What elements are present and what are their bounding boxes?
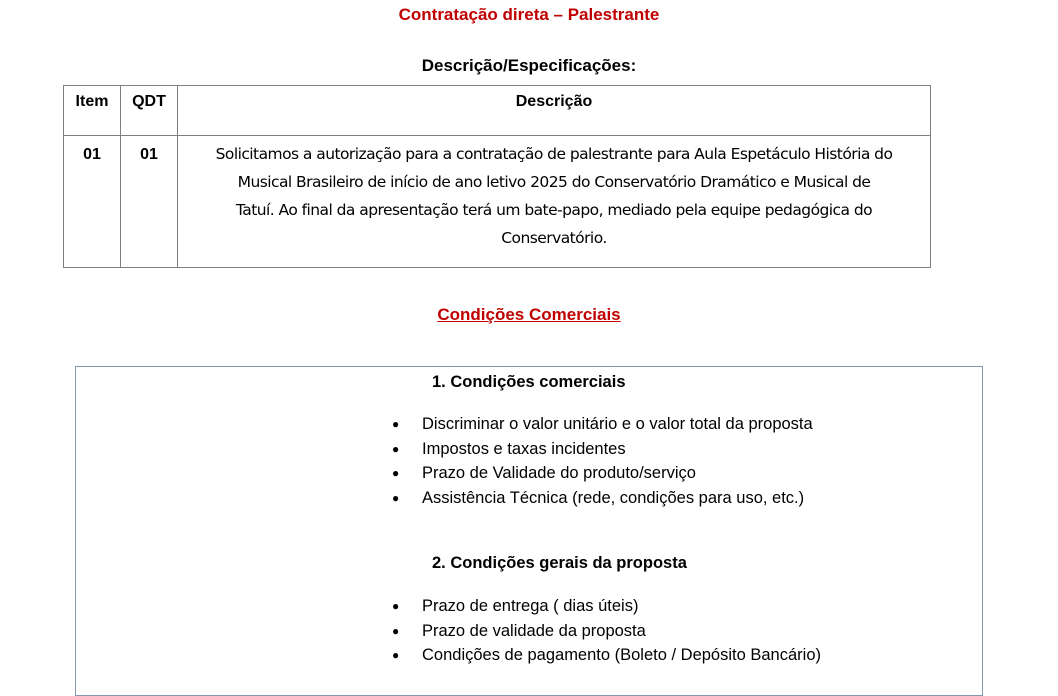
header-item: Item — [64, 86, 121, 136]
description-line: Conservatório. — [501, 229, 607, 247]
list-item-text: Discriminar o valor unitário e o valor total da proposta — [422, 415, 813, 433]
bullet-icon: ● — [392, 599, 400, 613]
list-item-text: Impostos e taxas incidentes — [422, 439, 626, 458]
bullet-icon: ● — [392, 417, 400, 431]
list-item — [392, 619, 821, 644]
items-table — [63, 85, 931, 268]
list-item — [392, 437, 813, 462]
list-item-text: Prazo de Validade do produto/serviço — [422, 464, 696, 482]
list-item — [392, 486, 813, 511]
bullet-icon: ● — [392, 466, 400, 480]
list-item — [392, 643, 821, 668]
cell-description — [178, 136, 931, 268]
table-header-row — [64, 86, 931, 136]
bullet-icon: ● — [392, 623, 400, 638]
general-conditions-list — [392, 594, 821, 668]
list-item-text: Prazo de entrega ( dias úteis) — [422, 597, 639, 615]
bullet-icon: ● — [392, 648, 400, 662]
list-item — [392, 594, 821, 619]
list-item — [392, 412, 813, 437]
specifications-heading: Descrição/Especificações: — [421, 56, 637, 75]
commercial-conditions-box — [75, 366, 983, 696]
table-row — [64, 136, 931, 268]
list-item-text: Prazo de validade da proposta — [422, 621, 646, 640]
description-line: Musical Brasileiro de início de ano letivo 2025 do Conservatório Dramático e Musical de — [237, 173, 871, 191]
commercial-conditions-heading: Condições Comerciais — [437, 305, 621, 324]
list-item-text: Condições de pagamento (Boleto / Depósito Bancário) — [422, 646, 821, 664]
header-qty: QDT — [121, 86, 178, 136]
section-title-commercial: 1. Condições comerciais — [432, 373, 626, 391]
header-description: Descrição — [178, 86, 931, 136]
cell-item-number: 01 — [64, 136, 121, 268]
bullet-icon: ● — [392, 441, 400, 456]
list-item-text: Assistência Técnica (rede, condições para uso, etc.) — [422, 488, 805, 507]
description-line: Tatuí. Ao final da apresentação terá um bate-papo, mediado pela equipe pedagógica do — [235, 201, 873, 219]
cell-quantity: 01 — [121, 136, 178, 268]
document-title: Contratação direta – Palestrante — [398, 5, 660, 24]
list-item — [392, 461, 813, 486]
description-line: Solicitamos a autorização para a contratação de palestrante para Aula Espetáculo História do — [215, 145, 893, 163]
bullet-icon: ● — [392, 490, 400, 505]
section-title-general: 2. Condições gerais da proposta — [432, 554, 687, 572]
commercial-conditions-list — [392, 412, 813, 510]
